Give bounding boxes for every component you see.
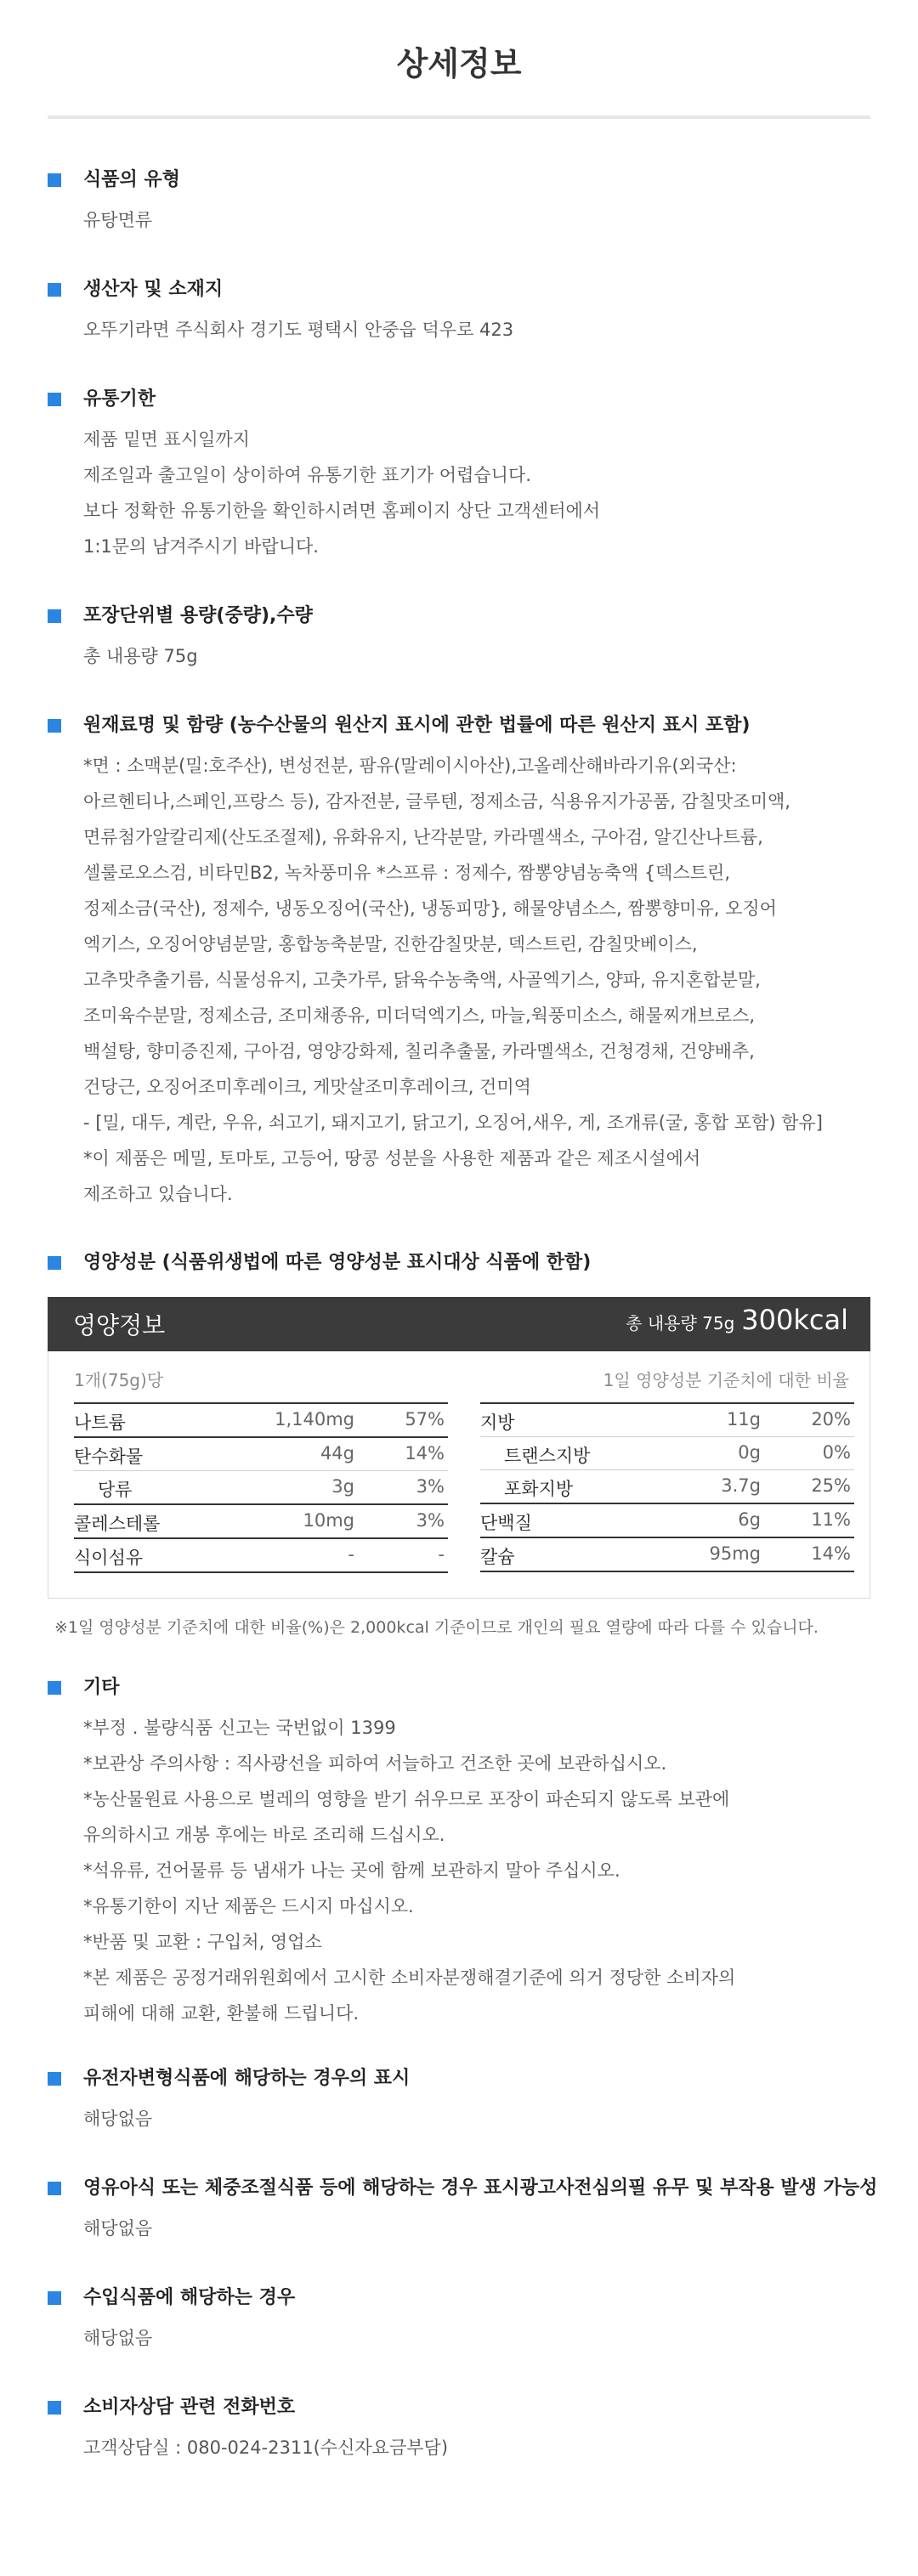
nutrient-row (480, 1538, 854, 1572)
section-expiry (48, 386, 881, 564)
nutrient-row (74, 1505, 448, 1539)
body-line: 아르헨티나,스페인,프랑스 등), 감자전분, 글루텐, 정제소금, 식용유지가공품, 감칠맛조미액, (83, 791, 790, 812)
square-bullet-icon (48, 393, 61, 406)
body-line: 제조일과 출고일이 상이하여 유통기한 표기가 어렵습니다. (83, 465, 531, 485)
nutrient-amount: 6g (738, 1509, 761, 1530)
nutrient-row (74, 1438, 448, 1471)
body-line: 제조하고 있습니다. (83, 1184, 233, 1204)
body-line: 정제소금(국산), 정제수, 냉동오징어(국산), 냉동피망}, 해물양념소스, 짬뽕향미유, 오징어 (83, 898, 777, 919)
section-body (83, 748, 881, 1212)
square-bullet-icon (48, 283, 61, 297)
nutrient-row (480, 1470, 854, 1504)
section-body (83, 2101, 881, 2137)
nutrient-percent: 20% (811, 1409, 851, 1430)
nutrient-row (74, 1539, 448, 1573)
section-ingredients (48, 712, 881, 1212)
section-title: 유전자변형식품에 해당하는 경우의 표시 (83, 2068, 411, 2089)
square-bullet-icon (48, 2182, 61, 2195)
square-bullet-icon (48, 2291, 61, 2305)
square-bullet-icon (48, 1681, 61, 1695)
nutrition-title: 영양정보 (73, 1311, 166, 1339)
body-line: *부정 . 불량식품 신고는 국번없이 1399 (83, 1718, 396, 1738)
nutrient-amount: 95mg (709, 1543, 761, 1564)
nutrient-name: 지방 (480, 1413, 515, 1433)
body-line: 조미육수분말, 정제소금, 조미채종유, 미더덕엑기스, 마늘,웍풍미소스, 해물찌개브로스, (83, 1005, 756, 1026)
section-body (83, 2320, 881, 2356)
section-title: 영양성분 (식품위생법에 따른 영양성분 표시대상 식품에 한함) (83, 1252, 592, 1273)
nutrient-percent: 11% (811, 1509, 851, 1530)
section-body (83, 638, 881, 674)
body-line: 1:1문의 남겨주시기 바랍니다. (83, 536, 319, 557)
body-line: 건당근, 오징어조미후레이크, 게맛살조미후레이크, 건미역 (83, 1077, 531, 1097)
nutrition-table (48, 1351, 870, 1599)
nutrient-name: 포화지방 (504, 1479, 574, 1499)
square-bullet-icon (48, 609, 61, 623)
nutrient-percent: 57% (405, 1409, 445, 1430)
page-title: 상세정보 (396, 45, 522, 82)
nutrient-percent: 3% (416, 1476, 445, 1497)
serving-size: 1개(75g)당 (74, 1370, 164, 1390)
body-line: *보관상 주의사항 : 직사광선을 피하여 서늘하고 건조한 곳에 보관하십시오. (83, 1753, 667, 1774)
body-line: 제품 밑면 표시일까지 (83, 429, 250, 450)
body-line: 해당없음 (83, 2109, 153, 2129)
nutrient-row (480, 1504, 854, 1538)
section-body (83, 2211, 881, 2246)
nutrient-amount: 0g (738, 1442, 761, 1463)
section-imported (48, 2284, 881, 2356)
nutrient-row (480, 1437, 854, 1470)
section-consumer-contact (48, 2394, 881, 2466)
nutrient-name: 단백질 (480, 1513, 532, 1533)
nutrient-amount: - (348, 1544, 354, 1565)
section-title: 소비자상담 관련 전화번호 (83, 2397, 296, 2418)
nutrient-percent: 25% (811, 1475, 851, 1496)
nutrient-amount: 3.7g (721, 1475, 761, 1496)
nutrition-column-right (480, 1402, 854, 1572)
total-weight: 총 내용량 75g (626, 1313, 735, 1333)
body-line: 면류첨가알칼리제(산도조절제), 유화유지, 난각분말, 카라멜색소, 구아검, 알긴산나트륨, (83, 827, 763, 847)
nutrient-name: 탄수화물 (74, 1447, 144, 1467)
body-line: 고추맛추출기름, 식물성유지, 고춧가루, 닭육수농축액, 사골엑기스, 양파, 유지혼합분말, (83, 970, 761, 990)
section-title: 생산자 및 소재지 (83, 279, 224, 300)
nutrient-name: 당류 (98, 1480, 133, 1500)
body-line: 오뚜기라면 주식회사 경기도 평택시 안중읍 덕우로 423 (83, 320, 514, 340)
square-bullet-icon (48, 1256, 61, 1270)
section-title: 유통기한 (83, 388, 156, 410)
nutrient-amount: 10mg (303, 1510, 354, 1531)
nutrition-footnote: ※1일 영양성분 기준치에 대한 비율(%)은 2,000kcal 기준이므로 개인의 필요 열량에 따라 다를 수 있습니다. (54, 1618, 819, 1637)
nutrient-name: 나트륨 (74, 1413, 126, 1433)
body-line: *본 제품은 공정거래위원회에서 고시한 소비자분쟁해결기준에 의거 정당한 소비자의 (83, 1967, 736, 1988)
nutrient-name: 트랜스지방 (504, 1446, 591, 1466)
body-line: 총 내용량 75g (83, 646, 198, 666)
nutrient-percent: 14% (811, 1543, 851, 1564)
nutrient-percent: - (438, 1544, 445, 1565)
body-line: 엑기스, 오징어양념분말, 홍합농축분말, 진한감칠맛분, 덱스트린, 감칠맛베이스, (83, 934, 698, 954)
nutrient-percent: 14% (405, 1443, 445, 1464)
section-body (83, 422, 881, 564)
body-line: 백설탕, 향미증진제, 구아검, 영양강화제, 칠리추출물, 카라멜색소, 건청경채, 건양배추, (83, 1041, 755, 1062)
section-manufacturer (48, 276, 881, 348)
section-body (83, 202, 881, 238)
section-title: 수입식품에 해당하는 경우 (83, 2287, 296, 2308)
nutrient-row (74, 1471, 448, 1505)
section-title: 식품의 유형 (83, 169, 180, 190)
nutrient-amount: 11g (726, 1409, 761, 1430)
daily-value-label: 1일 영양성분 기준치에 대한 비율 (603, 1370, 849, 1390)
nutrient-name: 콜레스테롤 (74, 1514, 161, 1534)
section-body (83, 2430, 881, 2466)
section-title: 기타 (83, 1677, 120, 1698)
body-line: *석유류, 건어물류 등 냄새가 나는 곳에 함께 보관하지 말아 주십시오. (83, 1860, 620, 1881)
nutrient-percent: 0% (822, 1442, 851, 1463)
nutrient-row (74, 1404, 448, 1438)
body-line: 유탕면류 (83, 210, 153, 230)
body-line: 해당없음 (83, 2328, 153, 2348)
nutrient-name: 식이섬유 (74, 1548, 144, 1568)
total-kcal: 300kcal (741, 1304, 848, 1336)
nutrition-header (48, 1297, 870, 1351)
body-line: 피해에 대해 교환, 환불해 드립니다. (83, 2003, 360, 2024)
title-divider (48, 116, 870, 119)
body-line: 해당없음 (83, 2218, 153, 2239)
section-nutrition (48, 1249, 881, 1278)
section-title: 영유아식 또는 체중조절식품 등에 해당하는 경우 표시광고사전심의필 유무 및 부작용 발생 가능성 (83, 2177, 878, 2199)
body-line: *반품 및 교환 : 구입처, 영업소 (83, 1932, 322, 1952)
section-title: 포장단위별 용량(중량),수량 (83, 605, 313, 626)
section-etc (48, 1674, 881, 2031)
body-line: *농산물원료 사용으로 벌레의 영향을 받기 쉬우므로 포장이 파손되지 않도록 보관에 (83, 1789, 730, 1809)
section-body (83, 312, 881, 348)
nutrition-total (626, 1304, 848, 1336)
section-package (48, 603, 881, 674)
body-line: 보다 정확한 유통기한을 확인하시려면 홈페이지 상단 고객센터에서 (83, 501, 601, 521)
square-bullet-icon (48, 2401, 61, 2415)
nutrition-column-left (74, 1402, 448, 1573)
section-title: 원재료명 및 함량 (농수산물의 원산지 표시에 관한 법률에 따른 원산지 표시 포함) (83, 715, 751, 736)
nutrient-amount: 1,140mg (275, 1409, 354, 1430)
section-infant-food (48, 2175, 881, 2246)
square-bullet-icon (48, 719, 61, 733)
section-gmo (48, 2065, 881, 2137)
body-line: 유의하시고 개봉 후에는 바로 조리해 드십시오. (83, 1825, 445, 1845)
body-line: - [밀, 대두, 계란, 우유, 쇠고기, 돼지고기, 닭고기, 오징어,새우, 게, 조개류(굴, 홍합 포함) 함유] (83, 1112, 823, 1133)
square-bullet-icon (48, 2072, 61, 2086)
nutrient-row (480, 1404, 854, 1437)
square-bullet-icon (48, 173, 61, 187)
section-food-type (48, 167, 881, 238)
nutrient-amount: 44g (320, 1443, 354, 1464)
body-line: *면 : 소맥분(밀:호주산), 변성전분, 팜유(말레이시아산),고올레산해바라기유(외국산: (83, 756, 737, 776)
body-line: 셀룰로오스검, 비타민B2, 녹차풍미유 *스프류 : 정제수, 짬뽕양념농축액 {덱스트린, (83, 863, 730, 883)
nutrient-name: 칼슘 (480, 1547, 515, 1567)
body-line: 고객상담실 : 080-024-2311(수신자요금부담) (83, 2437, 449, 2458)
nutrient-amount: 3g (332, 1476, 354, 1497)
nutrient-percent: 3% (416, 1510, 445, 1531)
section-body (83, 1710, 881, 2031)
body-line: *이 제품은 메밀, 토마토, 고등어, 땅콩 성분을 사용한 제품과 같은 제조시설에서 (83, 1148, 701, 1169)
body-line: *유통기한이 지난 제품은 드시지 마십시오. (83, 1896, 414, 1916)
